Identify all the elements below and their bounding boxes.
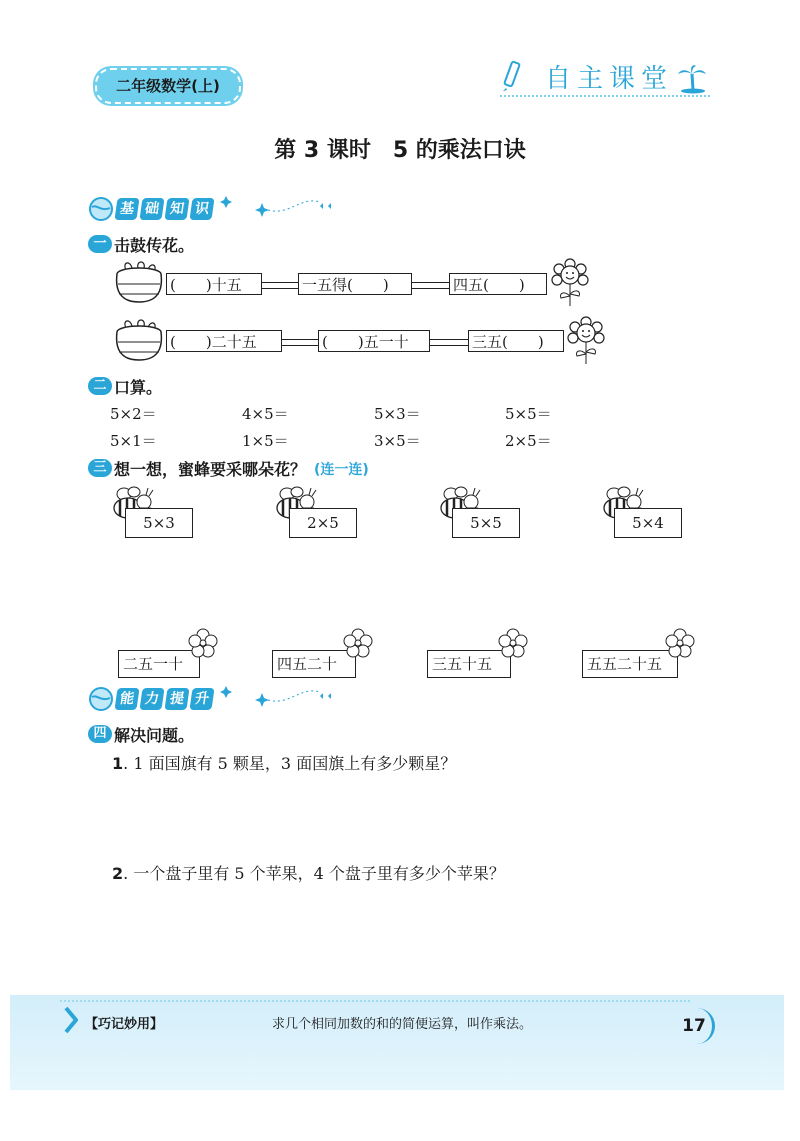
flower-card[interactable]: 五五二十五 (582, 650, 678, 678)
drum-icon (112, 260, 166, 306)
tip-text: 求几个相同加数的和的简便运算，叫作乘法。 (272, 1017, 533, 1032)
question-number: 四 (88, 725, 112, 743)
calc-item: 5×1＝ (110, 432, 157, 450)
footer-band (10, 995, 784, 1090)
sparkle-decoration (220, 682, 340, 710)
chevron-right-icon (64, 1006, 78, 1034)
globe-icon (88, 196, 114, 222)
banner-char: 基 (114, 198, 139, 220)
problem-number: 1 (112, 754, 124, 773)
blossom-icon (498, 628, 528, 658)
connector-line (412, 282, 449, 289)
problem-number: 2 (112, 864, 124, 883)
section-banner-chars (116, 198, 216, 220)
banner-char: 知 (164, 198, 189, 220)
blossom-icon (665, 628, 695, 658)
question-text: 想一想，蜜蜂要采哪朵花？ (114, 460, 307, 479)
blank-box[interactable]: ( )十五 (166, 273, 262, 295)
question-number: 二 (88, 377, 112, 395)
blossom-icon (343, 628, 373, 658)
page-number: 17 (676, 1008, 715, 1044)
blank-box[interactable]: 三五( ) (468, 330, 564, 352)
blank-box[interactable]: ( )五一十 (318, 330, 430, 352)
flower-card[interactable]: 二五一十 (118, 650, 200, 678)
smiling-flower-icon (551, 258, 589, 308)
brand-title: 自主课堂 (545, 64, 674, 94)
question-number: 一 (88, 235, 112, 253)
bee-card[interactable]: 5×5 (452, 508, 520, 538)
drum-icon (112, 318, 166, 364)
header-divider (500, 95, 710, 97)
smiling-flower-icon (567, 316, 605, 366)
calc-item: 3×5＝ (374, 432, 421, 450)
question-note: (连一连) (314, 462, 369, 478)
calc-item: 5×3＝ (374, 405, 421, 423)
calc-item: 5×2＝ (110, 405, 157, 423)
blossom-icon (188, 628, 218, 658)
calc-item: 1×5＝ (242, 432, 289, 450)
grade-label: 二年级数学(上) (95, 68, 241, 104)
question-text: 击鼓传花。 (114, 236, 195, 255)
problem-text: . 1 面国旗有 5 颗星，3 面国旗上有多少颗星？ (123, 754, 457, 773)
tip-label: 【巧记妙用】 (85, 1017, 164, 1032)
bee-card[interactable]: 2×5 (289, 508, 357, 538)
bee-card[interactable]: 5×4 (614, 508, 682, 538)
flower-card[interactable]: 三五十五 (427, 650, 511, 678)
palm-tree-icon (676, 62, 708, 94)
pencil-icon (500, 58, 526, 92)
sparkle-decoration (220, 192, 340, 220)
connector-line (262, 282, 298, 289)
blank-box[interactable]: ( )二十五 (166, 330, 282, 352)
connector-line (430, 339, 468, 346)
question-number: 三 (88, 459, 112, 477)
word-problem-1 (112, 751, 456, 774)
banner-char: 力 (139, 688, 164, 710)
question-text: 解决问题。 (114, 726, 195, 745)
banner-char: 提 (164, 688, 189, 710)
banner-char: 能 (114, 688, 139, 710)
bee-card[interactable]: 5×3 (125, 508, 193, 538)
connector-line (282, 339, 318, 346)
calc-item: 5×5＝ (505, 405, 552, 423)
banner-char: 识 (189, 198, 214, 220)
blank-box[interactable]: 四五( ) (449, 273, 547, 295)
globe-icon (88, 686, 114, 712)
footer-divider (60, 1000, 690, 1002)
banner-char: 础 (139, 198, 164, 220)
flower-card[interactable]: 四五二十 (272, 650, 356, 678)
problem-text: . 一个盘子里有 5 个苹果，4 个盘子里有多少个苹果？ (123, 864, 505, 883)
blank-box[interactable]: 一五得( ) (298, 273, 412, 295)
section-banner-chars (116, 688, 216, 710)
lesson-title: 第 3 课时 5 的乘法口诀 (274, 138, 526, 163)
word-problem-2 (112, 861, 505, 884)
calc-item: 2×5＝ (505, 432, 552, 450)
banner-char: 升 (189, 688, 214, 710)
calc-item: 4×5＝ (242, 405, 289, 423)
question-text: 口算。 (114, 378, 163, 397)
